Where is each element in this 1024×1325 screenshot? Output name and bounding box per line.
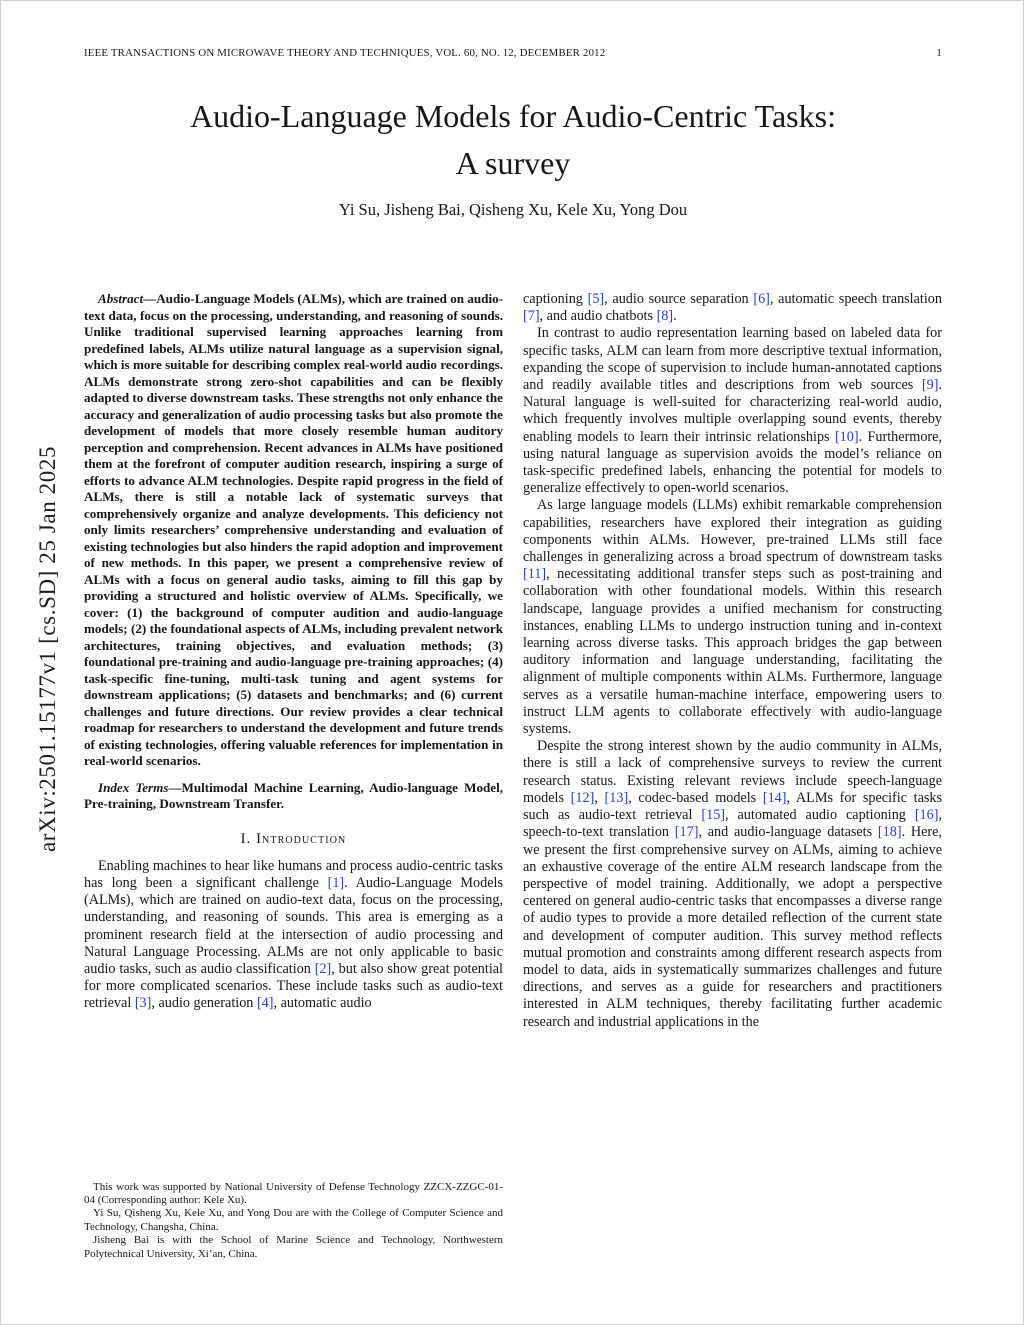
paper-title-line1: Audio-Language Models for Audio-Centric Tasks: — [190, 98, 836, 134]
citation-link[interactable]: [3] — [134, 995, 152, 1012]
citation-link[interactable]: [12] — [570, 789, 595, 806]
citation-link[interactable]: [2] — [314, 960, 332, 977]
abstract-label: Abstract — [98, 291, 144, 306]
footnote-affiliation-2: Jisheng Bai is with the School of Marine Science and Technology, Northwestern Polytechnical University, Xi’an, China. — [84, 1234, 503, 1260]
citation-link[interactable]: [4] — [256, 995, 274, 1012]
citation-link[interactable]: [17] — [674, 824, 699, 841]
citation-link[interactable]: [15] — [701, 807, 726, 824]
page-number: 1 — [936, 47, 942, 59]
citation-link[interactable]: [10] — [834, 428, 859, 445]
two-column-body — [84, 291, 942, 1261]
index-terms-label: Index Terms — [98, 779, 169, 795]
paper-title-line2: A survey — [455, 145, 571, 181]
footnote-affiliation-1: Yi Su, Qisheng Xu, Kele Xu, and Yong Dou are with the College of Computer Science and Technology, Changsha, China. — [84, 1207, 503, 1233]
intro-paragraph: Enabling machines to hear like humans and process audio-centric tasks has long been a significant challenge [1]. Audio-Language Models (ALMs), which are trained on audio-text data, focus on the processing, understanding, and reasoning of sounds. This area is emerging as a prominent research field at the intersection of audio processing and Natural Language Processing. ALMs are not only applicable to basic audio tasks, such as audio classification [2], but also show great potential for more complicated scenarios. These include tasks such as audio-text retrieval [3], audio generation [4], automatic audio — [84, 857, 504, 1012]
section-heading-introduction: I. Introduction — [240, 830, 347, 847]
citation-link[interactable]: [8] — [656, 308, 674, 325]
index-terms-text: —Multimodal Machine Learning, Audio-language Model, Pre-training, Downstream Transfer. — [84, 779, 503, 811]
body-paragraph-surveys: Despite the strong interest shown by the audio community in ALMs, there is still a lack of comprehensive surveys to review the current research status. Existing relevant reviews include speech-language models [12], [13], codec-based models [14], ALMs for specific tasks such as audio-text retrieval [15], automated audio captioning [16], speech-to-text translation [17], and audio-language datasets [18]. Here, we present the first comprehensive survey on ALMs, aiming to achieve an exhaustive coverage of the entire ALM research landscape from the perspective of model training. Additionally, we adopt a perspective centered on general audio-centric tasks that encompasses a diverse range of audio types to provide a more detailed reflection of the current state and development of computer audition. This survey method reflects mutual promotion and constraints among different research aspects from model to data, aids in systematically summarizes challenges and future directions, and serves as a guide for researchers and practitioners interested in ALM techniques, thereby facilitating further academic research and industrial applications in the — [523, 738, 943, 1030]
body-paragraph-contrast: In contrast to audio representation learning based on labeled data for specific tasks, ALM can learn from more descriptive textual information, expanding the scope of supervision to include human-annotated captions and readily available titles and descriptions from web sources [9]. Natural language is well-suited for characterizing real-world audio, which frequently involves multiple overlapping sound events, thereby enabling models to learn their intrinsic relationships [10]. Furthermore, using natural language as supervision avoids the model’s reliance on task-specific predefined labels, enhancing the potential for models to generalize effectively to open-world scenarios. — [523, 325, 942, 497]
citation-link[interactable]: [7] — [523, 308, 540, 325]
body-paragraph-continuation: captioning [5], audio source separation [6], automatic speech translation [7], and audio chatbots [8]. — [523, 291, 942, 325]
index-terms-paragraph — [84, 780, 503, 813]
citation-link[interactable]: [16] — [914, 807, 939, 824]
right-column — [523, 291, 942, 1261]
left-column — [84, 291, 503, 1261]
running-header — [84, 47, 942, 59]
citation-link[interactable]: [13] — [604, 789, 629, 806]
body-paragraph-llms: As large language models (LLMs) exhibit remarkable comprehension capabilities, researchers have explored their integration as guiding components within ALMs. However, pre-trained LLMs still face challenges in generalizing across a broad spectrum of downstream tasks [11], necessitating additional transfer steps such as post-training and collaboration with other foundational models. Within this research landscape, language provides a unified mechanism for constructing instances, enabling LLMs to undergo instruction tuning and in-context learning across diverse tasks. This approach bridges the gap between auditory information and language understanding, facilitating the alignment of multiple components within ALMs. Furthermore, language serves as a versatile human-machine interface, empowering users to instruct LLM agents to collaborate effectively with audio-language systems. — [523, 497, 942, 738]
citation-link[interactable]: [6] — [753, 291, 770, 307]
citation-link[interactable]: [1] — [327, 874, 345, 891]
abstract-text: —Audio-Language Models (ALMs), which are trained on audio-text data, focus on the processing, understanding, and reasoning of sounds. Unlike traditional supervised learning approaches learning from predefined labels, ALMs utilize natural language as a supervision signal, which is more suitable for describing complex real-world audio recordings. ALMs demonstrate strong zero-shot capabilities and can be flexibly adapted to diverse downstream tasks. These strengths not only enhance the accuracy and generalization of audio processing tasks but also promote the development of models that more closely resemble human auditory perception and comprehension. Recent advances in ALMs have positioned them at the forefront of computer audition research, inspiring a surge of efforts to advance ALM technologies. Despite rapid progress in the field of ALMs, there is still a notable lack of systematic surveys that comprehensively organize and analyze developments. This deficiency not only limits researchers’ comprehensive understanding and evaluation of existing technologies but also hinders the rapid adoption and improvement of new methods. In this paper, we present a comprehensive review of ALMs with a focus on general audio tasks, aiming to fill this gap by providing a structured and holistic overview of ALMs. Specifically, we cover: (1) the background of computer audition and audio-language models; (2) the foundational aspects of ALMs, including prevalent network architectures, training objectives, and evaluation methods; (3) foundational pre-training and audio-language pre-training approaches; (4) task-specific fine-tuning, multi-task tuning and agent systems for downstream applications; (5) datasets and benchmarks; and (6) current challenges and future directions. Our review provides a clear technical roadmap for researchers to understand the development and future trends of existing technologies, offering valuable references for implementation in real-world scenarios. — [84, 291, 503, 768]
footnote-funding: This work was supported by National University of Defense Technology ZZCX-ZZGC-01-04 (Corresponding author: Kele Xu). — [84, 1180, 503, 1206]
citation-link[interactable]: [9] — [921, 377, 939, 394]
authors-line: Yi Su, Jisheng Bai, Qisheng Xu, Kele Xu, Yong Dou — [338, 200, 688, 219]
abstract-paragraph — [84, 291, 503, 770]
citation-link[interactable]: [14] — [762, 789, 787, 806]
citation-link[interactable]: [11] — [523, 566, 547, 583]
citation-link[interactable]: [5] — [587, 291, 605, 307]
first-page-footnotes — [84, 1181, 503, 1261]
journal-header: IEEE TRANSACTIONS ON MICROWAVE THEORY AND TECHNIQUES, VOL. 60, NO. 12, DECEMBER 2012 — [84, 47, 606, 59]
arxiv-watermark: arXiv:2501.15177v1 [cs.SD] 25 Jan 2025 — [35, 445, 60, 853]
citation-link[interactable]: [18] — [877, 824, 902, 841]
paper-title — [1, 93, 1024, 187]
